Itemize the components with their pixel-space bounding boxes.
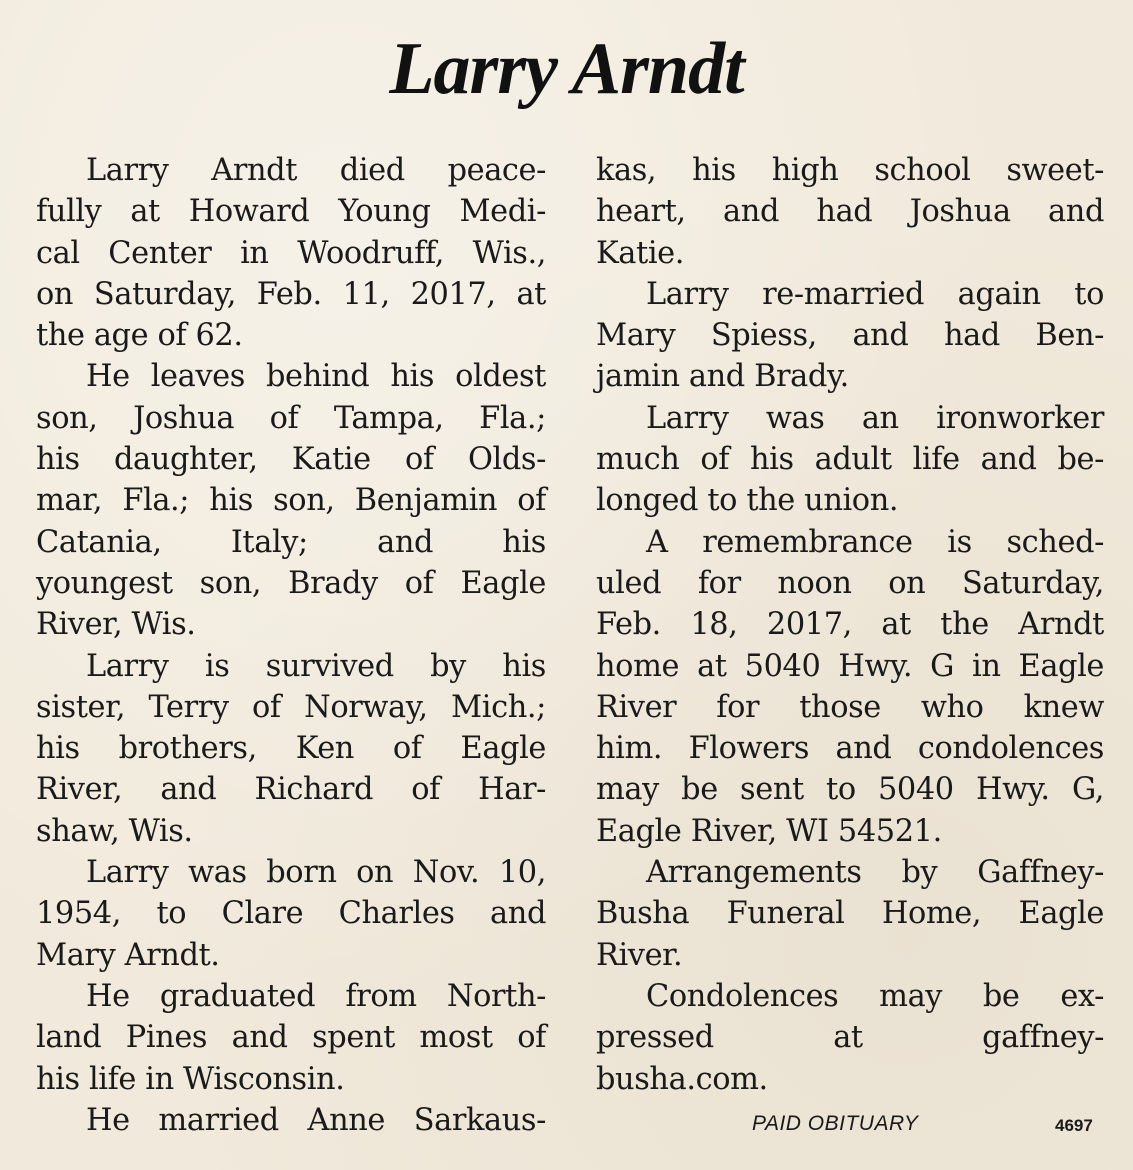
text-line: Busha Funeral Home, Eagle bbox=[596, 896, 1104, 932]
text-line: longed to the union. bbox=[596, 483, 899, 519]
paid-obituary-label: PAID OBITUARY bbox=[752, 1112, 919, 1135]
text-line: pressed at gaffney- bbox=[596, 1020, 1104, 1056]
text-line: home at 5040 Hwy. G in Eagle bbox=[596, 648, 1104, 684]
text-line: on Saturday, Feb. 11, 2017, at bbox=[36, 276, 546, 312]
text-line: youngest son, Brady of Eagle bbox=[36, 565, 546, 601]
right-column bbox=[596, 150, 1104, 1100]
text-line: River, and Richard of Har- bbox=[36, 772, 546, 808]
text-line: kas, his high school sweet- bbox=[596, 153, 1104, 188]
ad-number: 4697 bbox=[1055, 1116, 1093, 1135]
text-line: him. Flowers and condolences bbox=[596, 731, 1104, 767]
text-line: much of his adult life and be- bbox=[596, 442, 1104, 478]
text-line: uled for noon on Saturday, bbox=[596, 565, 1104, 601]
text-line: his daughter, Katie of Olds- bbox=[36, 442, 546, 478]
text-line: the age of 62. bbox=[36, 318, 243, 354]
text-line: River, Wis. bbox=[36, 607, 196, 643]
text-line: He graduated from North- bbox=[86, 978, 546, 1014]
text-line: 1954, to Clare Charles and bbox=[36, 896, 546, 932]
text-line: Larry Arndt died peace- bbox=[86, 153, 546, 188]
text-line: Feb. 18, 2017, at the Arndt bbox=[596, 607, 1104, 643]
text-line: River for those who knew bbox=[596, 689, 1104, 725]
text-line: fully at Howard Young Medi- bbox=[36, 194, 546, 230]
text-line: Condolences may be ex- bbox=[646, 978, 1104, 1014]
text-line: his life in Wisconsin. bbox=[36, 1061, 345, 1097]
text-line: sister, Terry of Norway, Mich.; bbox=[36, 689, 546, 725]
text-line: Larry was an ironworker bbox=[646, 400, 1104, 436]
text-line: He married Anne Sarkaus- bbox=[86, 1102, 546, 1138]
text-line: River. bbox=[596, 937, 683, 973]
text-line: Arrangements by Gaffney- bbox=[646, 855, 1104, 891]
text-line: mar, Fla.; his son, Benjamin of bbox=[36, 483, 546, 519]
text-line: shaw, Wis. bbox=[36, 813, 193, 849]
text-line: son, Joshua of Tampa, Fla.; bbox=[36, 400, 546, 436]
text-line: his brothers, Ken of Eagle bbox=[36, 731, 546, 767]
text-line: Larry is survived by his bbox=[86, 648, 546, 684]
text-line: Larry was born on Nov. 10, bbox=[86, 855, 546, 891]
text-line: Katie. bbox=[596, 235, 685, 271]
text-line: Larry re-married again to bbox=[646, 276, 1104, 312]
text-line: heart, and had Joshua and bbox=[596, 194, 1104, 230]
text-line: Mary Arndt. bbox=[36, 937, 220, 973]
text-line: land Pines and spent most of bbox=[36, 1020, 546, 1056]
text-line: Catania, Italy; and his bbox=[36, 524, 546, 560]
text-line: Mary Spiess, and had Ben- bbox=[596, 318, 1104, 354]
text-line: He leaves behind his oldest bbox=[86, 359, 546, 395]
obituary-title: Larry Arndt bbox=[389, 28, 744, 110]
text-line: busha.com. bbox=[596, 1061, 768, 1097]
left-column bbox=[36, 150, 546, 1141]
text-line: Eagle River, WI 54521. bbox=[596, 813, 942, 849]
text-line: cal Center in Woodruff, Wis., bbox=[36, 235, 546, 271]
text-line: A remembrance is sched- bbox=[646, 524, 1104, 560]
text-line: jamin and Brady. bbox=[596, 359, 849, 395]
text-line: may be sent to 5040 Hwy. G, bbox=[596, 772, 1104, 808]
